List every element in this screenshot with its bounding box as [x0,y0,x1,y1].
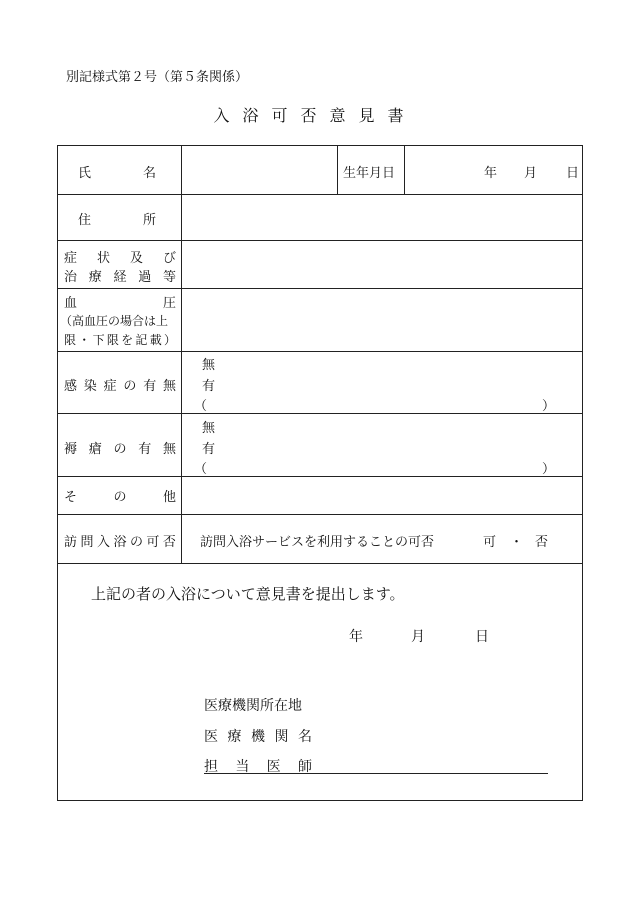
infection-yes-option[interactable]: 有 [202,379,216,394]
blood-pressure-field[interactable] [183,290,581,349]
infection-label: 感 染 症 の 有 無 [64,379,176,394]
birth-year-unit: 年 [484,166,498,181]
doctor-signature-line[interactable] [204,773,548,774]
blood-pressure-note-2: 限 ・ 下 限 を 記 載 ） [64,333,176,347]
bedsore-paren-open: （ [194,462,208,477]
submission-month-unit: 月 [411,629,425,645]
birth-date-label: 生年月日 [343,166,396,181]
submission-statement: 上記の者の入浴について意見書を提出します。 [91,585,405,603]
visit-bathing-ng-option[interactable]: 否 [535,535,549,550]
name-label: 氏 名 [78,166,156,181]
other-label: そ の 他 [64,490,176,505]
visit-bathing-separator: ・ [510,535,524,550]
address-field[interactable] [183,196,581,238]
infection-paren-close: ） [542,399,556,414]
institution-address-label: 医療機関所在地 [204,698,302,714]
bedsore-none-option[interactable]: 無 [202,421,216,436]
blood-pressure-label: 血 圧 [64,296,176,311]
other-field[interactable] [183,478,581,512]
birth-month-unit: 月 [524,166,538,181]
blood-pressure-note: （高血圧の場合は上 [60,314,169,328]
form-number: 別記様式第２号（第５条関係） [66,70,249,85]
symptoms-label: 症 状 及 び [64,251,176,266]
visit-bathing-ok-option[interactable]: 可 [483,535,497,550]
opinion-form [57,145,583,801]
document-title: 入浴可否意見書 [213,106,417,125]
infection-none-option[interactable]: 無 [202,358,216,373]
name-field[interactable] [183,148,335,192]
symptoms-field[interactable] [183,242,581,286]
bedsore-yes-option[interactable]: 有 [202,442,216,457]
address-label: 住 所 [78,213,156,228]
bedsore-label: 褥 瘡 の 有 無 [64,442,176,457]
institution-name-label: 医 療 機 関 名 [204,729,312,745]
visit-bathing-question: 訪問入浴サービスを利用することの可否 [200,535,435,550]
submission-year-unit: 年 [349,629,363,645]
infection-detail-field[interactable] [210,393,544,411]
infection-paren-open: （ [194,399,208,414]
submission-day-unit: 日 [475,629,489,645]
birth-day-unit: 日 [566,166,580,181]
bedsore-detail-field[interactable] [210,456,544,474]
doctor-label: 担 当 医 師 [204,759,312,775]
visit-bathing-label: 訪 問 入 浴 の 可 否 [64,535,176,550]
treatment-label: 治 療 経 過 等 [64,270,176,285]
bedsore-paren-close: ） [542,462,556,477]
